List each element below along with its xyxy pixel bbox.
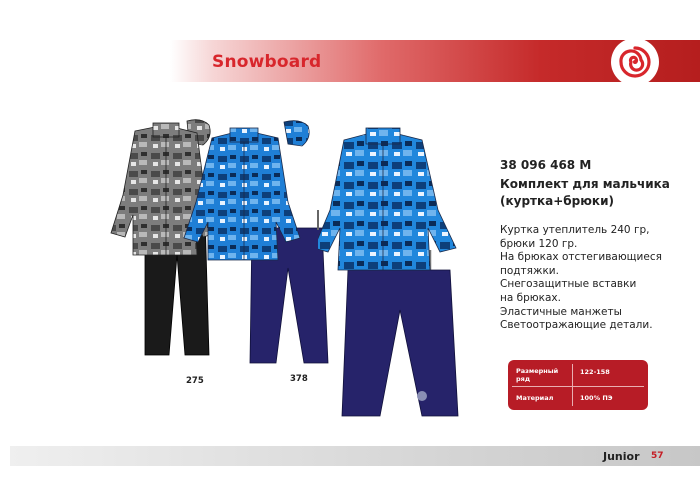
page-number: 57 xyxy=(651,451,664,461)
description-line: На брюках отстегивающиеся xyxy=(500,251,662,264)
product-description xyxy=(500,224,695,333)
footer-section-label: Junior xyxy=(603,450,640,463)
variant-label-378: 378 xyxy=(290,374,308,384)
spec-size-value: 122-158 xyxy=(580,368,610,376)
description-line: Эластичные манжеты xyxy=(500,305,622,318)
spec-material-value: 100% ПЭ xyxy=(580,394,613,402)
spec-size-key-line-2: ряд xyxy=(516,375,531,383)
description-line: Снегозащитные вставки xyxy=(500,278,637,291)
spiral-icon xyxy=(615,42,655,82)
product-name-line-1: Комплект для мальчика xyxy=(500,177,670,191)
description-line: Светоотражающие детали. xyxy=(500,319,653,332)
spec-divider-horizontal xyxy=(512,386,644,387)
product-code: 38 096 468 M xyxy=(500,158,592,172)
large-blue-jacket-navy-pants-illustration xyxy=(318,120,478,430)
spec-size-key-line-1: Размерный xyxy=(516,367,559,375)
product-name-line-2: (куртка+брюки) xyxy=(500,194,614,208)
description-line: Куртка утеплитель 240 гр, xyxy=(500,224,650,236)
variant-label-275: 275 xyxy=(186,376,204,386)
description-line: брюки 120 гр. xyxy=(500,237,578,250)
brand-logo xyxy=(611,38,659,86)
blue-jacket-navy-pants-illustration xyxy=(172,118,332,368)
footer-band xyxy=(10,446,700,466)
spec-divider-vertical xyxy=(572,364,573,406)
product-name xyxy=(500,176,690,210)
spec-size-key xyxy=(516,367,558,383)
description-line: на брюках. xyxy=(500,291,561,304)
description-line: подтяжки. xyxy=(500,264,559,277)
spec-table xyxy=(508,360,648,410)
spec-material-key: Материал xyxy=(516,394,554,402)
page-title: Snowboard xyxy=(212,52,322,72)
